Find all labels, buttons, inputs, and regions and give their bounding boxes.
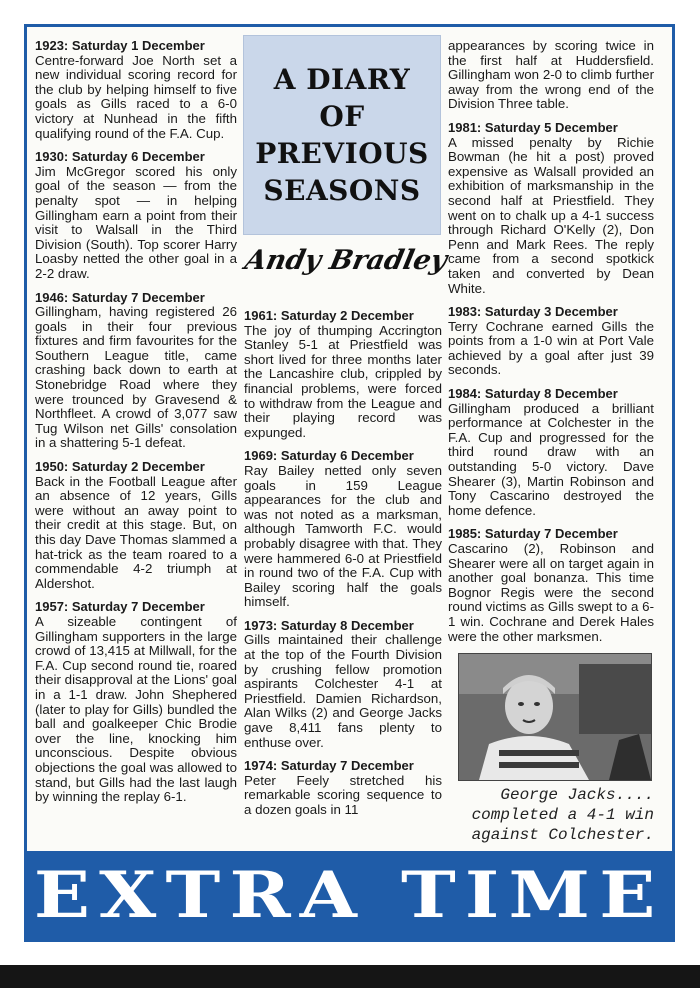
entry-text: Ray Bailey netted only seven goals in 159 League appearances for the club and was not noted as a marksman, although Tamworth F.C. would probably disagree with that. They were hammered 6-0 at Priestfield in round two of the F.A. Cup with Bailey scoring half the goals himself. [244,462,442,610]
diary-entry [244,309,442,440]
author-signature: Andy Bradley [242,245,450,276]
entry-text: appearances by scoring twice in the first half at Huddersfield. Gillingham won 2-0 to climb further away from the wrong end of the Division Three table. [448,38,654,112]
diary-entry [244,619,442,750]
diary-entry [448,305,654,378]
entry-text: Jim McGregor scored his only goal of the season — from the penalty spot — in helping Gillingham earn a point from their visit to Walsall in the Third Division (South). Top scorer Harry Loasby netted the other goal in a 2-2 draw. [35,163,237,281]
entry-text: Back in the Football League after an absence of 12 years, Gills were without an away point to their credit at this stage. But, on this day Dave Thomas slammed a hat-trick as the team roared to a commendable 4-2 triumph at Aldershot. [35,473,237,591]
entry-text: Gills maintained their challenge at the top of the Fourth Division by crushing fellow promotion aspirants Colchester 4-1 at Priestfield. Damien Richardson, Alan Wilks (2) and George Jacks gave 8,411 fans plenty to enthuse over. [244,632,442,750]
entry-heading: 1974: Saturday 7 December [244,758,414,774]
entry-heading: 1961: Saturday 2 December [244,308,414,323]
banner-title: EXTRA TIME [34,857,665,933]
entry-heading: 1946: Saturday 7 December [35,289,205,305]
diary-entry [35,39,237,141]
title-line: A DIARY [273,63,411,96]
diary-entry [448,121,654,296]
diary-entry [448,387,654,518]
entry-heading: 1973: Saturday 8 December [244,617,414,633]
entry-heading: 1957: Saturday 7 December [35,599,205,615]
entry-heading: 1985: Saturday 7 December [448,526,618,542]
caption-line: completed a 4-1 win [471,806,654,824]
caption-line: against Colchester. [471,826,654,844]
entry-text: Cascarino (2), Robinson and Shearer were all on target again in another goal bonanza. This time Bognor Regis were the second round victims as Gills swept to a 6-1 win. Cochrane and Derek Hales were the other marksmen. [448,541,654,644]
entry-heading: 1981: Saturday 5 December [448,119,618,135]
diary-entry [448,527,654,644]
title-line: PREVIOUS [255,137,429,170]
title-line: OF [319,100,365,133]
entry-text: Gillingham, having registered 26 goals in their four previous fixtures and firm favourites for the Southern League title, came crashing back down to earth at Stonebridge Road where they were trounced by Gravesend & Northfleet. A crowd of 3,077 saw Tug Wilson net Gills' consolation in a shattering 5-1 defeat. [35,304,237,451]
column-middle [244,309,442,827]
entry-text: A sizeable contingent of Gillingham supporters in the large crowd of 13,415 at Millwall, for the F.A. Cup second round tie, roared their disapproval at the Lions' goal in a 1-1 draw. John Shephered (later to play for Gills) bundled the ball and goalkeeper Chic Brodie over the line, knocking him unconscious. Despite obvious objections the goal was allowed to stand, but Gills had the last laugh by winning the replay 6-1. [35,613,237,805]
caption-line: George Jacks.... [500,786,654,804]
diary-entry [448,39,654,112]
diary-entry [35,600,237,804]
extra-time-banner [27,851,672,939]
diary-entry [35,291,237,452]
title-box [243,35,441,235]
page-frame [24,24,675,942]
entry-text: Centre-forward Joe North set a new individual scoring record for the club by helping himself to five goals as Gills raced to a 6-0 victory at Nunhead in the fifth qualifying round of the F.A. Cup. [35,52,237,141]
entry-text: Peter Feely stretched his remarkable scoring sequence to a dozen goals in 11 [244,772,442,817]
entry-text: Terry Cochrane earned Gills the points from a 1-0 win at Port Vale achieved by a goal after just 39 seconds. [448,318,654,378]
entry-heading: 1983: Saturday 3 December [448,304,618,320]
player-photo [458,653,652,781]
entry-heading: 1984: Saturday 8 December [448,386,618,402]
diary-entry [35,150,237,281]
entry-heading: 1950: Saturday 2 December [35,459,205,475]
entry-heading: 1969: Saturday 6 December [244,448,414,464]
title-line: SEASONS [263,174,421,207]
column-right [448,39,654,653]
entry-text: The joy of thumping Accrington Stanley 5-1 at Priestfield was short lived for three months later the Lancashire club, crippled by financial problems, were forced to withdraw from the League and their playing record was expunged. [244,322,442,440]
player-photo-graphic [459,654,651,780]
diary-entry [244,759,442,817]
page-edge-strip [0,965,700,988]
entry-heading: 1923: Saturday 1 December [35,38,205,53]
column-left [35,39,237,814]
entry-heading: 1930: Saturday 6 December [35,149,205,165]
diary-entry [35,460,237,591]
entry-text: A missed penalty by Richie Bowman (he hit a post) proved expensive as Walsall provided an exhibition of marksmanship in the second half at Priestfield. They went on to chalk up a 4-1 success through Richard O'Kelly (2), Don Penn and Mark Rees. The reply came from a second spotkick taken and converted by Dean White. [448,134,654,296]
photo-caption [448,785,654,845]
diary-entry [244,449,442,610]
entry-text: Gillingham produced a brilliant performance at Colchester in the F.A. Cup and progressed for the third round draw with an outstanding 5-0 victory. Dave Shearer (3), Martin Robinson and Tony Cascarino destroyed the home defence. [448,400,654,518]
